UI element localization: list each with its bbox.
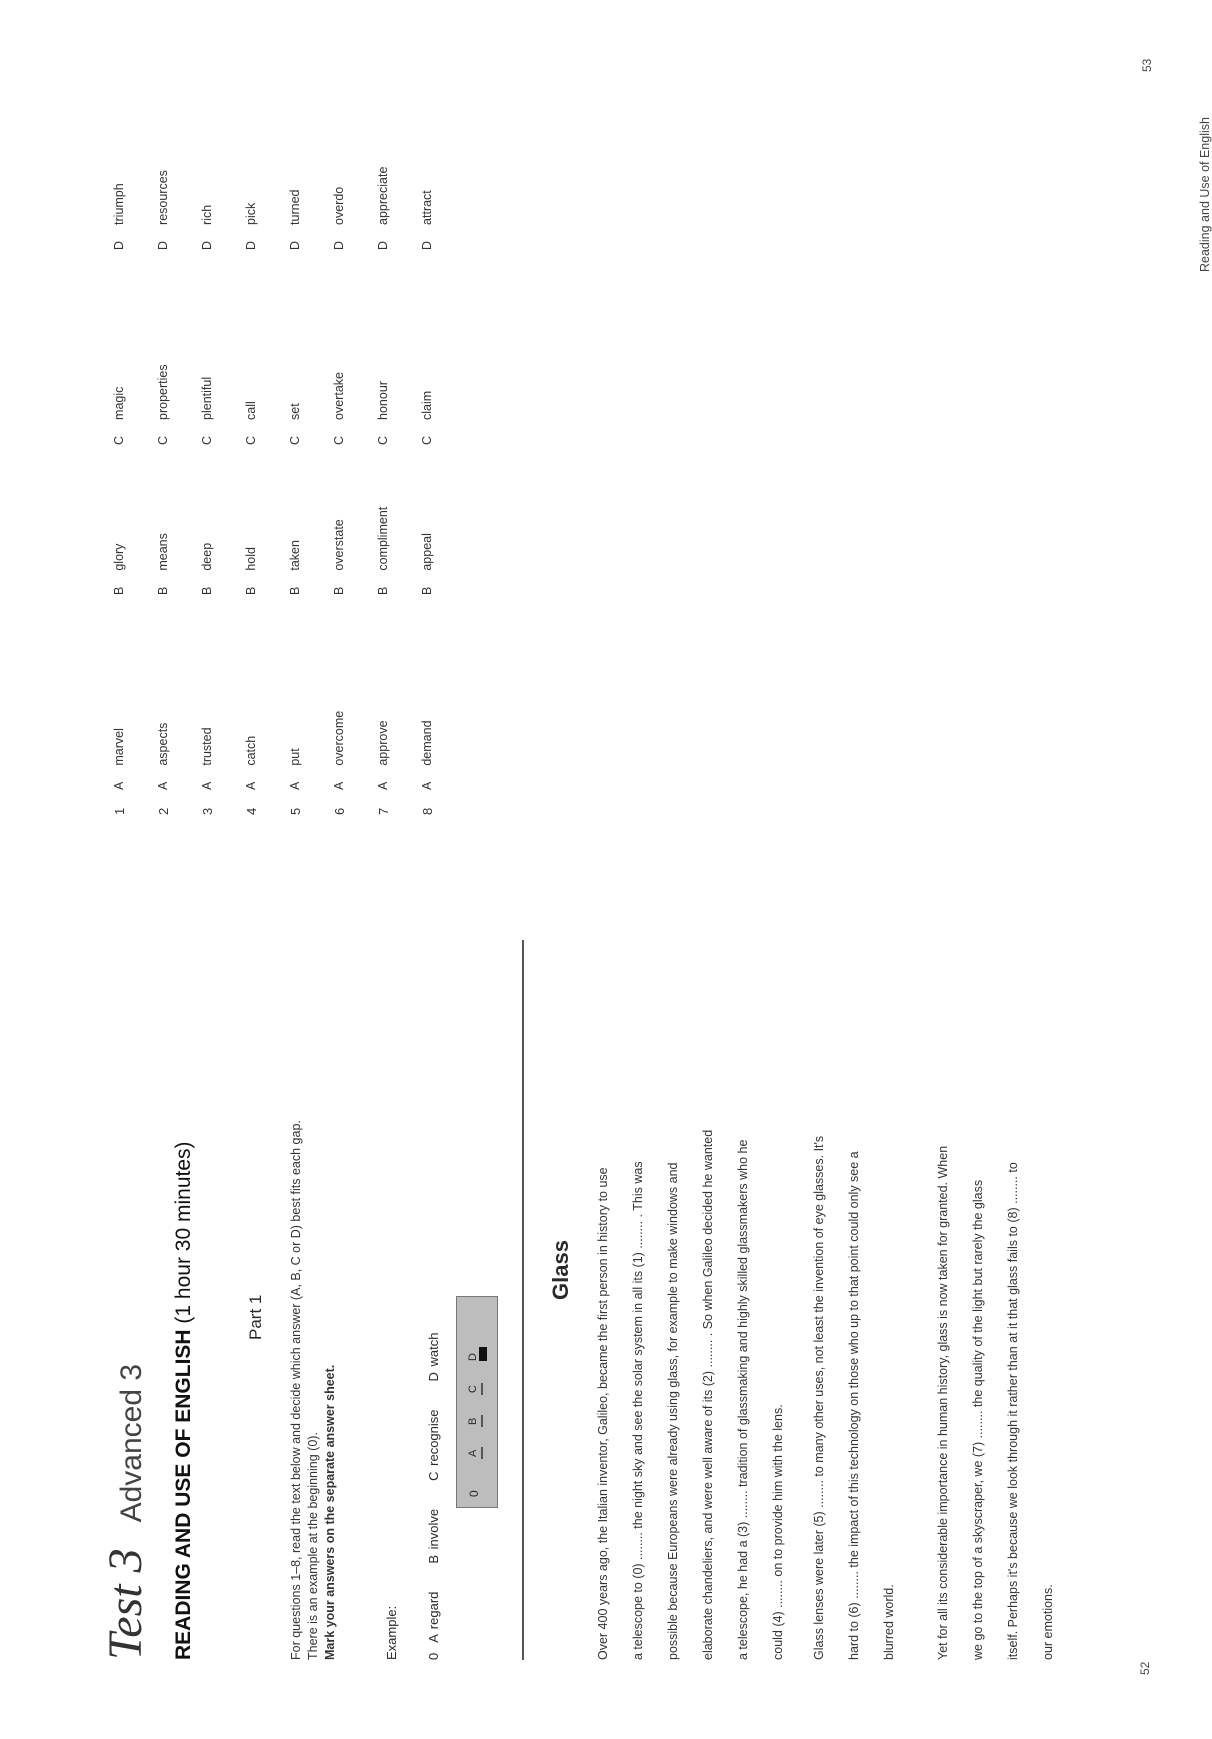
page-number-right: 53 <box>1140 58 1154 72</box>
question-number: 1 <box>112 807 127 815</box>
question-7-option-d <box>376 167 390 250</box>
option-letter: B <box>376 586 390 595</box>
option-letter: D <box>112 240 126 250</box>
option-word: hold <box>244 547 258 571</box>
question-4-option-b <box>244 547 258 595</box>
passage-paragraph-2 <box>812 1136 917 1660</box>
option-word: deep <box>200 542 214 571</box>
question-8-option-d <box>420 190 434 250</box>
question-1-option-c <box>112 387 126 445</box>
option-letter: B <box>420 586 434 595</box>
question-number: 3 <box>200 807 215 815</box>
option-letter: B <box>288 586 302 595</box>
option-letter: C <box>376 435 390 445</box>
question-6-option-b <box>332 519 346 595</box>
passage-line: we go to the top of a skyscraper, we (7) ........ the quality of the light but rarely the glass <box>971 1179 985 1660</box>
answer-lozenge-b <box>481 1415 483 1427</box>
question-7-option-c <box>376 381 390 445</box>
passage-line: a telescope, he had a (3) ........ tradition of glassmaking and highly skilled glassmakers who he <box>736 1139 750 1660</box>
example-option-c: C recognise <box>426 1409 441 1481</box>
option-letter: A <box>156 781 170 790</box>
option-letter: C <box>420 435 434 445</box>
option-letter: C <box>156 435 170 445</box>
divider-rule <box>522 940 524 1660</box>
example-options <box>426 1305 441 1660</box>
example-label: Example: <box>384 1605 399 1660</box>
example-answer-box <box>456 1296 498 1508</box>
question-3-option-c <box>200 377 214 445</box>
question-3-option-a <box>200 727 214 790</box>
instruction-line: For questions 1–8, read the text below and decide which answer (A, B, C or D) best fits each gap. <box>289 1120 303 1660</box>
passage-line: blurred world. <box>882 1584 896 1660</box>
question-3-option-b <box>200 543 214 595</box>
answer-lozenge-a <box>481 1447 483 1459</box>
passage-line: itself. Perhaps it's because we look through it rather than at it that glass fails to (8) ........ to <box>1006 1162 1020 1660</box>
answer-lozenge-d-marked <box>479 1347 487 1361</box>
question-5-option-d <box>288 190 302 250</box>
option-word: resources <box>156 170 170 225</box>
question-5-option-b <box>288 540 302 595</box>
question-1-option-d <box>112 183 126 250</box>
answer-box-letter-b: B <box>467 1417 479 1425</box>
option-word: claim <box>420 390 434 420</box>
option-word: trusted <box>200 727 214 766</box>
passage-line: Over 400 years ago, the Italian inventor, Galileo, became the first person in history to use <box>596 1167 610 1660</box>
option-letter: D <box>156 240 170 250</box>
passage-line: hard to (6) ........ the impact of this technology on those who up to that point could only see a <box>847 1151 861 1660</box>
option-letter: A <box>112 781 126 790</box>
question-7-option-a <box>376 720 390 790</box>
test-title <box>98 1364 153 1660</box>
option-letter: B <box>244 586 258 595</box>
option-letter: D <box>244 240 258 250</box>
question-number: 4 <box>244 807 259 815</box>
section-heading <box>172 1141 196 1660</box>
question-number: 7 <box>376 807 391 815</box>
option-word: catch <box>244 735 258 766</box>
question-3-option-d <box>200 205 214 250</box>
option-word: taken <box>288 540 302 571</box>
example-option-b: B involve <box>426 1508 441 1564</box>
test-number: Test 3 <box>99 1548 152 1660</box>
passage-paragraph-3 <box>936 1146 1076 1660</box>
question-5-option-a <box>288 748 302 790</box>
option-letter: A <box>332 781 346 790</box>
option-word: marvel <box>112 728 126 766</box>
question-6-option-d <box>332 187 346 250</box>
example-number: 0 <box>426 1652 441 1660</box>
answer-box-letter-d: D <box>467 1353 479 1361</box>
question-8-option-c <box>420 391 434 445</box>
question-number: 5 <box>288 807 303 815</box>
question-8-option-b <box>420 533 434 595</box>
question-1-option-a <box>112 728 126 790</box>
answer-box-letter-a: A <box>467 1449 479 1457</box>
instruction-line: Mark your answers on the separate answer sheet. <box>323 1364 337 1660</box>
option-letter: C <box>332 435 346 445</box>
option-letter: D <box>288 240 302 250</box>
question-4-option-a <box>244 736 258 790</box>
option-letter: B <box>200 586 214 595</box>
example-option-d: D watch <box>426 1332 441 1382</box>
question-8-option-a <box>420 720 434 790</box>
option-word: compliment <box>376 506 390 571</box>
option-letter: D <box>420 240 434 250</box>
instruction-line: There is an example at the beginning (0). <box>306 1432 320 1660</box>
option-word: set <box>288 403 302 420</box>
option-word: appreciate <box>376 166 390 225</box>
option-letter: C <box>288 435 302 445</box>
passage-line: could (4) ........ on to provide him with the lens. <box>771 1404 785 1660</box>
option-letter: A <box>200 781 214 790</box>
answer-lozenge-c <box>481 1383 483 1395</box>
option-letter: A <box>288 781 302 790</box>
question-2-option-c <box>156 364 170 445</box>
option-word: pick <box>244 202 258 225</box>
question-4-option-d <box>244 203 258 250</box>
option-letter: D <box>376 240 390 250</box>
option-word: turned <box>288 189 302 225</box>
option-word: overdo <box>332 186 346 225</box>
option-letter: A <box>244 781 258 790</box>
question-2-option-d <box>156 170 170 250</box>
option-letter: A <box>420 781 434 790</box>
question-7-option-b <box>376 507 390 595</box>
question-number: 6 <box>332 807 347 815</box>
option-word: overstate <box>332 519 346 571</box>
running-head: Reading and Use of English <box>1198 117 1212 272</box>
option-word: rich <box>200 204 214 225</box>
question-6-option-a <box>332 711 346 790</box>
answer-box-letter-c: C <box>467 1385 479 1393</box>
passage-paragraph-1 <box>596 1130 806 1660</box>
question-6-option-c <box>332 372 346 445</box>
question-2-option-a <box>156 723 170 790</box>
part-label: Part 1 <box>246 1294 265 1340</box>
option-word: appeal <box>420 533 434 571</box>
passage-line: Yet for all its considerable importance in human history, glass is now taken for granted. When <box>936 1145 950 1660</box>
option-letter: A <box>376 781 390 790</box>
question-number: 2 <box>156 807 171 815</box>
option-letter: C <box>244 435 258 445</box>
section-name: READING AND USE OF ENGLISH <box>172 1329 195 1660</box>
section-duration: (1 hour 30 minutes) <box>172 1141 195 1324</box>
option-letter: C <box>112 435 126 445</box>
option-word: magic <box>112 386 126 420</box>
passage-line: Glass lenses were later (5) ........ to many other uses, not least the invention of eye glasses. It's <box>812 1135 826 1660</box>
option-word: properties <box>156 364 170 420</box>
question-5-option-c <box>288 403 302 445</box>
option-word: overtake <box>332 372 346 420</box>
example-option-a: A regard <box>426 1591 441 1643</box>
answer-box-number: 0 <box>467 1490 481 1497</box>
question-4-option-c <box>244 401 258 445</box>
option-word: attract <box>420 190 434 225</box>
question-1-option-b <box>112 544 126 595</box>
option-word: glory <box>112 543 126 571</box>
option-word: honour <box>376 381 390 420</box>
option-word: means <box>156 533 170 571</box>
option-word: triumph <box>112 183 126 225</box>
option-letter: D <box>200 240 214 250</box>
option-word: demand <box>420 720 434 766</box>
option-letter: C <box>200 435 214 445</box>
instructions <box>288 1120 339 1660</box>
option-word: call <box>244 401 258 420</box>
question-number: 8 <box>420 807 435 815</box>
option-word: put <box>288 748 302 766</box>
option-word: overcome <box>332 710 346 766</box>
passage-line: possible because Europeans were already using glass, for example to make windows and <box>666 1162 680 1660</box>
option-letter: B <box>332 586 346 595</box>
option-letter: B <box>112 586 126 595</box>
passage-title: Glass <box>548 1240 573 1300</box>
option-word: plentiful <box>200 376 214 420</box>
option-word: approve <box>376 720 390 766</box>
option-word: aspects <box>156 722 170 766</box>
passage-line: our emotions. <box>1041 1584 1055 1660</box>
passage-line: elaborate chandeliers, and were well aware of its (2) ........ . So when Galileo decided he wanted <box>701 1129 715 1660</box>
page-number-left: 52 <box>1138 1661 1152 1675</box>
option-letter: B <box>156 586 170 595</box>
option-letter: D <box>332 240 346 250</box>
passage-line: a telescope to (0) ........ the night sky and see the solar system in all its (1) ........ . This was <box>631 1161 645 1660</box>
test-level: Advanced 3 <box>115 1363 148 1523</box>
question-2-option-b <box>156 533 170 595</box>
